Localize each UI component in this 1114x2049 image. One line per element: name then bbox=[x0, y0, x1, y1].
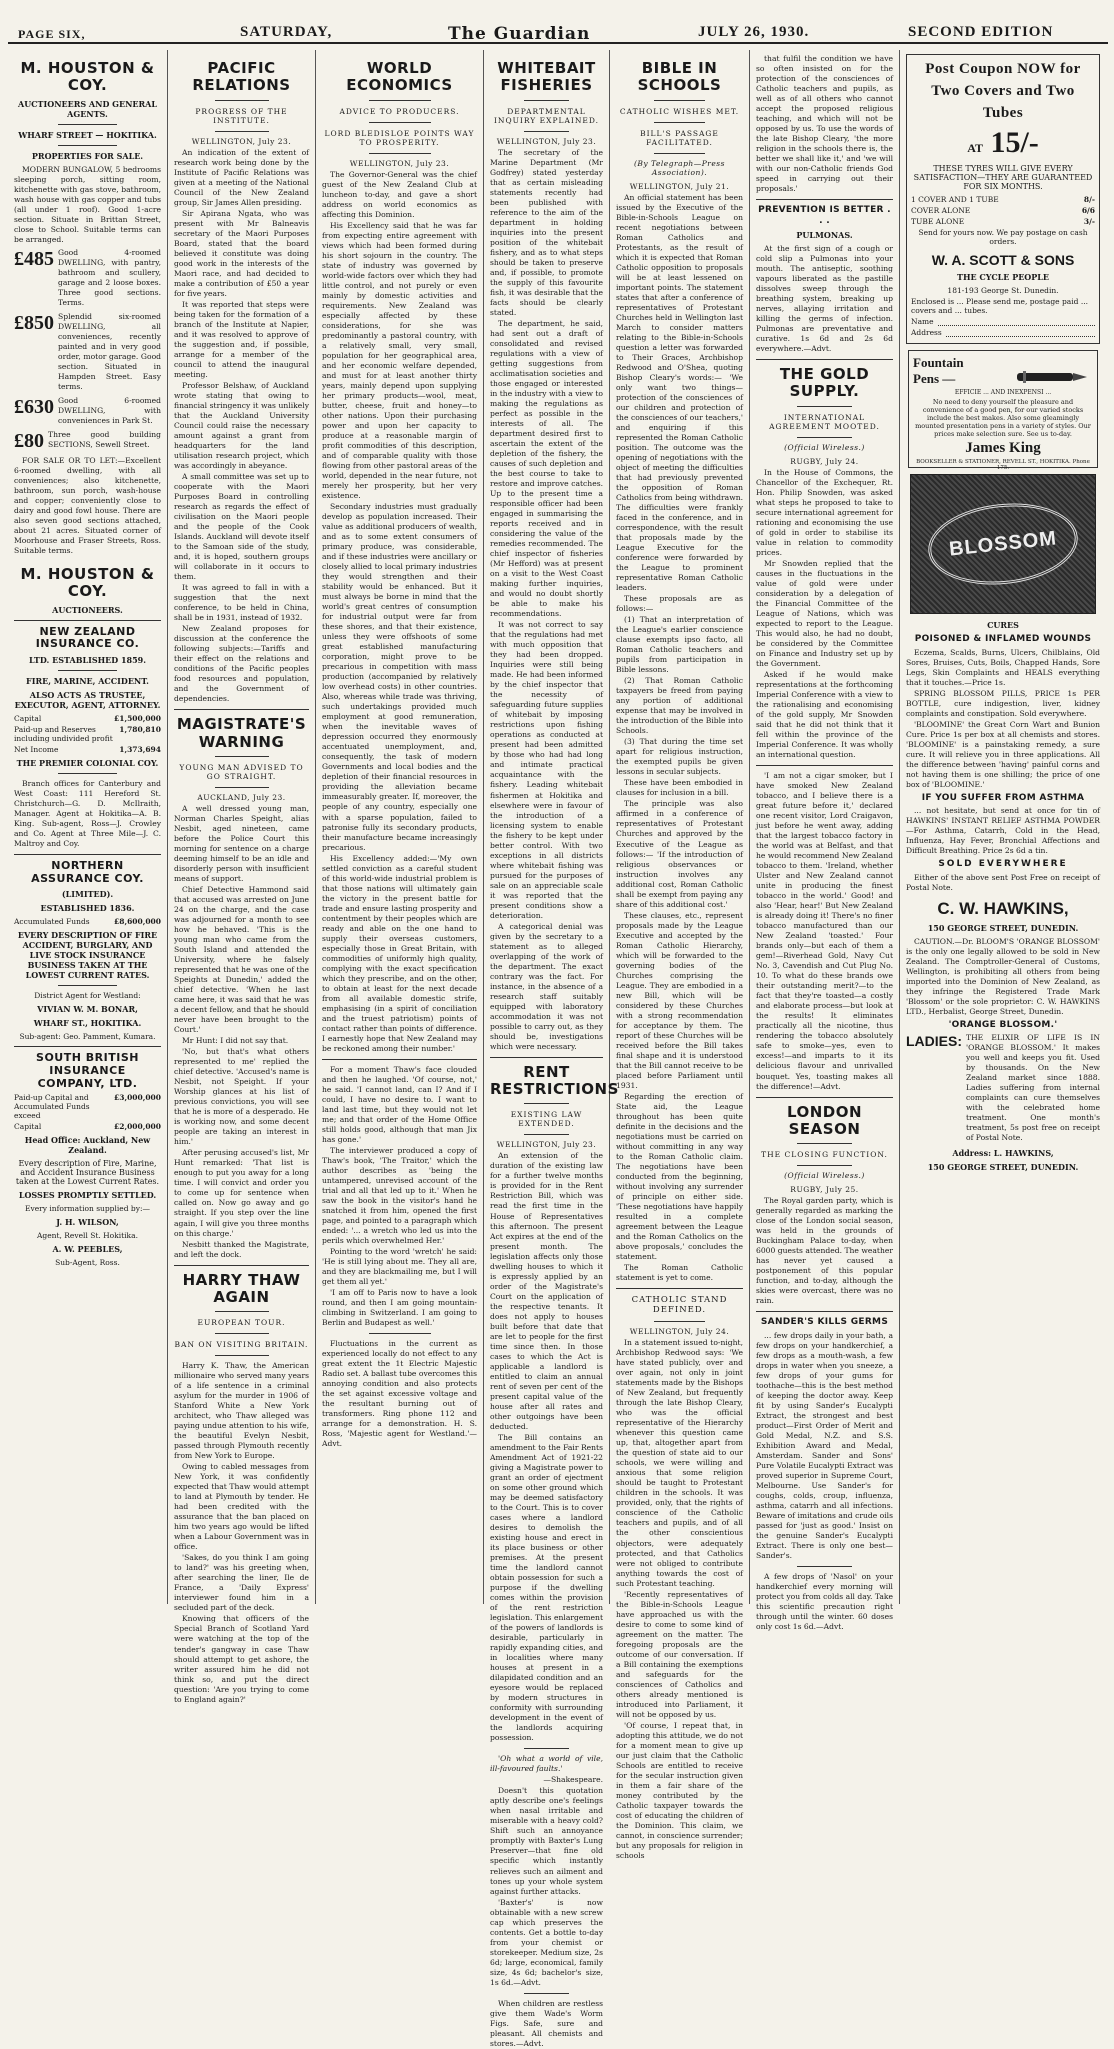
either-p: Either of the above sent Post Free on receipt of Postal Note. bbox=[906, 872, 1100, 892]
coupon-line-3-label: TUBE ALONE bbox=[911, 217, 965, 227]
nz-capital-value: £1,500,000 bbox=[114, 713, 161, 723]
divider bbox=[369, 153, 431, 154]
whitebait-p1: The secretary of the Marine Department (Mr Godfrey) stated yesterday that as certain misleading statements recently had been published with reference to the aim of the department in holding inquiries into the present position of the whitebait fishery, and as to what steps should be taken to preserve and, if possible, to promote the supply of this favourite fish, it was desirable that the facts should be clearly stated. bbox=[490, 147, 603, 317]
catholic-continued: that fulfil the condition we have so often insisted on for the protection of the consciences of Catholic teachers and pupils, as well as of all others who cannot accept the proposed religious teaching, and which will not be opposed by us. To use the words of the late Bishop Cleary, 'the more religion in the schools there is, the better we shall like it,' and 'we will with our non-Catholic friends God speed in carrying out their proposals.' bbox=[756, 54, 893, 194]
northern-funds-value: £8,600,000 bbox=[114, 917, 161, 927]
coupon-line-1-price: 8/- bbox=[1083, 195, 1095, 205]
economics-p2: His Excellency said that he was far from expecting entire agreement with views which had been formed during his short sojourn in the country. The state of industry was governed by world-wide factors over which they had little control, and not purely or even mainly by domestic activities and requirements. New Zealand was especially affected by these considerations, for she was predominantly a pastoral country, with a relatively small, very small, population for her geographical area, and her economic welfare depended, and must for at least another thirty years, mainly depend upon supplying her primary products—wool, meat, butter, cheese, fruit and honey—to other nations. Upon their purchasing power and upon her capacity to produce at a reasonable margin of profit commodities of this description, and of comparable quality with those flowing from other pastoral areas of the world, depended in the near future, not merely her prosperity, but her very existence. bbox=[322, 220, 477, 500]
pacific-headline: PACIFIC RELATIONS bbox=[192, 59, 291, 95]
whitebait-p4: A categorical denial was given by the secretary to a statement as to alleged overlapping of the work of the department. The exact contrary was the fact. For instance, in the absence of a research staff suitably equipped with laboratory accommodation it was not possible to carry out, as they should be, investigations which were necessary. bbox=[490, 921, 603, 1051]
rent-p1: An extension of the duration of the existing law for a further twelve months is provided for in the Rent Restriction Bill, which was read the first time in the House of Representatives this afternoon. The present Act expires at the end of the present month. The legislation affects only those dwelling houses to which it is expressly applied by an order of the Magistrate's Court on the application of the respective tenants. It does not apply to houses built before that date that are let to people for the first time since then. In those cases to which the Act is applicable a landlord is entitled to claim an annual rent of seven per cent of the present capital value of the house after all rates and other outgoings have been deducted. bbox=[490, 1151, 603, 1431]
gold-headline: THE GOLD SUPPLY. bbox=[779, 365, 870, 401]
bible-p6: These have been embodied in clauses for inclusion in a bill. bbox=[616, 778, 743, 798]
ladies-word: LADIES: bbox=[906, 1033, 962, 1050]
column-advertisements-left bbox=[8, 50, 168, 1604]
shakespeare-attr: —Shakespeare. bbox=[543, 1775, 603, 1785]
northern-funds-row bbox=[14, 917, 161, 926]
pen-shop-sub: BOOKSELLER & STATIONER, REVELL ST., HOKITIKA. Phone 175. bbox=[916, 459, 1090, 472]
london-wire: (Official Wireless.) bbox=[784, 1171, 865, 1181]
coupon-line-1 bbox=[911, 195, 1095, 204]
whitebait-p2: The department, he said, had sent out a draft of consolidated and revised regulations with a view of getting suggestions from acclimatisation societies and those engaged or interested in the industry with a view to making the regulations as perfect as possible in the interests of all. The department desired first to ascertain the extent of the depletion of the fishery, the causes of such depletion and the best course to take to restore and improve catches. Up to the present time a responsible officer had been engaged in summarising the reports received and in considering the value of the remedies recommended. The chief inspector of fisheries (Mr Hefford) was at present on a visit to the West Coast making further inquiries, and would no doubt shortly be able to make his recommendations. bbox=[490, 318, 603, 619]
properties-title: PROPERTIES FOR SALE. bbox=[31, 150, 144, 161]
coupon-line-3-price: 3/- bbox=[1083, 217, 1095, 227]
houston-line2: WHARF STREET — HOKITIKA. bbox=[18, 129, 157, 140]
sb-capital-label: Capital bbox=[14, 1122, 42, 1132]
divider bbox=[797, 1165, 852, 1166]
sanders-advert: ... few drops daily in your bath, a few drops on your handkerchief, a few drops as a mouth-wash, a few drops in water when you sneeze, a few drops of your gums for toothache—this is the best method of keeping the doctor away. Keep fit by using Sander's Eucalypti Extract, the strongest and best product—First Order of Merit and Gold Medal, N.Z. and S.S. Exhibition Award and Medal, Amsterdam. Sander and Sons' Pure Volatile Eucalypti Extract was proved superior in Supreme Court, Melbourne. Use Sander's for coughs, colds, croup, influenza, asthma, catarrh and all infections. Beware of imitations and crude oils passed for 'just as good.' Insist on the genuine Sander's Eucalypti Extract. There is only one best—Sander's. bbox=[756, 1330, 893, 1560]
houston-title-2: M. HOUSTON & COY. bbox=[20, 565, 155, 601]
magistrate-p4: 'No, but that's what others represented to me' replied the chief detective. 'Accused's name is Nesbit, not Speight. If your Worship glances at his list of previous convictions, you will see that he is more of a desperado. He is working now, and some decent people are taking an interest in him.' bbox=[174, 1047, 309, 1147]
divider bbox=[215, 787, 269, 788]
property-3-text: Splendid six-roomed DWELLING, all conveniences, recently painted and in very good order, motor garage. Good section. Situated in Hampden Street. Easy terms. bbox=[58, 311, 161, 391]
sb-agent2-addr: Sub-Agent, Ross. bbox=[55, 1258, 120, 1268]
rent-dateline: WELLINGTON, July 23. bbox=[496, 1140, 597, 1150]
column-pacific-magistrate bbox=[168, 50, 316, 1704]
property-4-text: Good 6-roomed DWELLING, with conveniences in Park St. bbox=[58, 395, 161, 425]
thaw-p3: 'Sakes, do you think I am going to land?' was his greeting when, after searching the liner, Ile de France, a 'Daily Express' interviewer found him in a secluded part of the deck. bbox=[174, 1553, 309, 1613]
catholic-headline: CATHOLIC STAND DEFINED. bbox=[631, 1295, 728, 1316]
gold-dateline: RUGBY, July 24. bbox=[790, 456, 859, 466]
magistrate-dateline: AUCKLAND, July 23. bbox=[197, 792, 286, 802]
divider bbox=[215, 756, 269, 757]
magistrate-p2: Chief Detective Hammond said that accused was arrested on June 24 on the charge, and the case was adjourned for a month to see how he behaved. 'This is the young man who came from the South Island and attended the University, where he falsely represented that he was one of the Speights at Dunedin,' added the chief detective. 'When he last came here, it was said that he was a decent fellow, and that he should never have been brought to the Court.' bbox=[174, 884, 309, 1035]
coupon-price-row bbox=[911, 126, 1095, 160]
magistrate-subhead: YOUNG MAN ADVISED TO GO STRAIGHT. bbox=[179, 762, 304, 781]
south-british-title: SOUTH BRITISH INSURANCE COMPANY, LTD. bbox=[36, 1051, 139, 1090]
rent-p2: The Bill contains an amendment to the Fair Rents Amendment Act of 1921-22 giving a Magistrate power to grant an order of ejectment on some other ground which may be deemed satisfactory to the Court. This is to cover cases where a landlord desires to demolish the existing house and erect in its place business or other premises. At the present time the landlord cannot obtain possession for such a purpose if the dwelling comes within the provision of the rent restriction legislation. This enlargement of the powers of landlords is desirable, particularly in rapidly expanding cities, and in localities where many houses at present in a dilapidated condition and an eyesore would be replaced by modern structures in conformity with surrounding development in the event of the landlords acquiring possession. bbox=[490, 1432, 603, 1743]
divider bbox=[215, 1311, 269, 1312]
sb-funds-row bbox=[14, 1093, 161, 1120]
economics-subhead-1: ADVICE TO PRODUCERS. bbox=[339, 106, 460, 116]
gold-p3: Asked if he would make representations at the forthcoming Imperial Conference with a view to the rationalising and economising of the gold supply, Mr Snowden said that he did not think that it fell within the province of the Imperial Conference. It was wholly an international question. bbox=[756, 669, 893, 760]
pacific-p2: Sir Apirana Ngata, who was present with Mr Balneavis secretary of the Maori Purposes Board, stated that the board believed it constitute was doing good work in the interests of the Maori race, and had decided to make a contribution of £50 a year for five years. bbox=[174, 208, 309, 298]
poisoned-p: Eczema, Scalds, Burns, Ulcers, Chilblains, Old Sores, Bruises, Cuts, Boils, Chapped Hands, Sore Legs, Skin Complaints and HEALS everything that it touches.—Price 1s. bbox=[906, 647, 1100, 687]
catholic-p3: 'Of course, I repeat that, in adopting this attitude, we do not for a moment mean to give up our just claim that the Catholic Schools are entitled to receive for the secular instruction given in them a fair share of the money contributed by the Catholic taxpayer towards the cost of educating the children of the Dominion. This claim, we cannot, in conscience surrender; but any proposals for religion in schools bbox=[616, 1720, 743, 1860]
coupon-price: 15/- bbox=[990, 126, 1039, 160]
thaw-cont-p8: 'I am off to Paris now to have a look round, and then I am going mountain-climbing in Switzerland. I am going to Berlin and Budapest as well.' bbox=[322, 1288, 477, 1328]
column-world-economics bbox=[316, 50, 484, 1604]
catholic-p1: In a statement issued to-night, Archbishop Redwood says: 'We have stated publicly, over and over again, not only in joint statements made by the Bishops of New Zealand, but frequently through the late Bishop Cleary, who was the official representative of the Hierarchy whenever this question came up, that, altogether apart from the question of state aid to our schools, we were willing and anxious that some religion should be taught to Protestant children in the schools. It was provided, only, that the rights of conscience of the Catholic teachers and pupils, and of all the other conscientious objectors, were adequately protected, and that Catholics were not obliged to contribute anything towards the cost of such Protestant teaching. bbox=[616, 1338, 743, 1588]
nz-insurance-est: LTD. ESTABLISHED 1859. bbox=[28, 654, 147, 665]
pulmonas-advert: At the first sign of a cough or cold slip a Pulmonas into your mouth. The antiseptic, soothing vapours liberated as the pastille dissolves sweep through the breathing system, breaking up nerves, allaying irritation and killing the germs of infection. Pulmonas are preventative and curative. 1s 6d and 2s 6d everywhere.—Advt. bbox=[756, 243, 893, 354]
pen-title-1: Fountain bbox=[913, 355, 964, 371]
bible-p7: The principle was also affirmed in a conference of representatives of Protestant Churches and approved by the Executive of the League as follows:— 'If the introduction of religious observances or instruction involves any additional cost, Roman Catholic shall be exempt from paying any share of this additional cost.' bbox=[616, 799, 743, 909]
northern-ltd: (LIMITED). bbox=[61, 889, 114, 900]
divider bbox=[756, 1097, 893, 1098]
pacific-p7: New Zealand proposes for discussion at the conference the following subjects:—Tariffs and their effect on the relations and conditions of the Pacific peoples food resources and population, and the Government of dependencies. bbox=[174, 624, 309, 704]
thaw-p4: Knowing that officers of the Special Branch of Scotland Yard were watching at the top of the tender's gangway in case Thaw should attempt to get ashore, the writer assured him he did not think so, and put the direct question: 'Are you trying to come to England again?' bbox=[174, 1614, 309, 1704]
bible-subhead-1: CATHOLIC WISHES MET. bbox=[619, 106, 740, 116]
ladies-advert bbox=[906, 1033, 1100, 1144]
thaw-subhead-2: BAN ON VISITING BRITAIN. bbox=[174, 1340, 309, 1350]
nz-income-label: Net Income bbox=[14, 744, 59, 754]
tobacco-advert: 'I am not a cigar smoker, but I have smoked New Zealand tobacco, and I believe there is a great future before it,' declared one recent visitor, Lord Craigavon, just before he went away, adding that the largest tobacco factory in the world was at Belfast, and that he would recommend New Zealand tobacco to them. 'Ireland, whether Ulster and New Zealand cannot unite in producing the finest tobacco in the world.' Good! and also 'Hear, hear!' But New Zealand is already doing it! There's no finer tobacco manufactured than our New Zealand 'toasted.' Four brands only—but each of them a gem!—Riverhead Gold, Navy Cut No. 3, Cavendish and Cut Plug No. 10. To what do these brands owe their outstanding merit?—to the fact that they're toasted—a costly and elaborate process—but look at the results! It eliminates practically all the nicotine, thus rendering the tobacco absolutely safe to smoke—yes, even to excess!—and imparts to it its delicious flavour and unrivalled bouquet. Yes, toasting makes all the difference!—Advt. bbox=[756, 771, 893, 1091]
bible-p5: (3) That during the time set apart for religious instruction, the exempted pupils be given lessons in secular subjects. bbox=[616, 737, 743, 777]
coupon-desc: THESE TYRES WILL GIVE EVERY SATISFACTION—THEY ARE GUARANTEED FOR SIX MONTHS. bbox=[913, 164, 1093, 192]
sb-losses: LOSSES PROMPTLY SETTLED. bbox=[18, 1190, 157, 1201]
coupon-box bbox=[906, 54, 1100, 344]
pacific-p4: Professor Belshaw, of Auckland wrote stating that owing to financial stringency it was unlikely that the Auckland University Council could raise the necessary amount against a grant from headquarters for the land utilisation research project, which was accordingly in abeyance. bbox=[174, 380, 309, 470]
page-number: PAGE SIX, bbox=[18, 27, 86, 41]
northern-agent-addr: WHARF ST., HOKITIKA. bbox=[33, 1018, 142, 1029]
whitebait-p3: It was not correct to say that the regulations had met with much opposition that they had been dropped. Inquiries were still being made. He had been informed by the chief inspector that the necessity of safeguarding future supplies of whitebait by imposing restrictions upon fishing operations as conducted at present had been admitted by those who had had long and intimate practical acquaintance with the fishery. Leading whitebait fishermen at Hokitika and elsewhere were in favour of the introduction of a licensing system to enable the fishery to be kept under better control. With two exceptions in all districts where whitebait fishing was pursued for the purposes of sale on an appreciable scale it was reported that the present conditions show a deterioration. bbox=[490, 620, 603, 920]
divider bbox=[524, 131, 569, 132]
baxter-p1: Doesn't this quotation aptly describe one's feelings when nasal irritable and miserable with a heavy cold? Shift such an annoyance promptly with Baxter's Lung Preserver—that fine old specific which instantly relieves such an ailment and tones up your whole system against further attacks. bbox=[490, 1786, 603, 1896]
northern-agent-name: VIVIAN W. M. BONAR, bbox=[37, 1004, 138, 1015]
orange-blossom-title: 'ORANGE BLOSSOM.' bbox=[948, 1019, 1058, 1030]
divider bbox=[524, 1134, 569, 1135]
gold-wire: (Official Wireless.) bbox=[784, 442, 865, 452]
divider bbox=[369, 122, 431, 123]
whitebait-dateline: WELLINGTON, July 23. bbox=[496, 136, 597, 146]
pen-caption: EFFICIE ... AND INEXPENSI ... bbox=[954, 389, 1052, 397]
thaw-headline: HARRY THAW AGAIN bbox=[182, 1270, 301, 1306]
scott-sub: THE CYCLE PEOPLE bbox=[956, 272, 1050, 283]
london-headline: LONDON SEASON bbox=[786, 1102, 863, 1138]
thaw-cont-p6: The interviewer produced a copy of Thaw's book, 'The Traitor,' which the author describes as 'being the untampered, unrevised account of the trial and all that led up to it.' When he saw the book in the visitor's hand he snatched it from him, opened the first page, and pointed to a paragraph which ended: '... a wretch who led us into the perils which overwhelmed Her.' bbox=[322, 1146, 477, 1246]
northern-agent: District Agent for Westland: bbox=[34, 991, 141, 1001]
coupon-address-field[interactable] bbox=[946, 328, 1095, 337]
nz-reserves-row bbox=[14, 725, 161, 743]
sb-head-office: Head Office: Auckland, New Zealand. bbox=[24, 1135, 151, 1156]
divider bbox=[14, 620, 161, 621]
pen-shop: James King bbox=[965, 440, 1041, 457]
bible-p9: Regarding the erection of State aid, the League throughout has been quite definite in the decisions and the negotiations must be carried on without committing in any way to the Roman Catholic claim. The negotiations have been conducted from the beginning, without involving any surrender of principle on either side. 'These negotiations have happily resulted in a complete agreement between the League and the Roman Catholics on the above proposals,' concludes the statement. bbox=[616, 1091, 743, 1262]
divider bbox=[797, 1143, 852, 1144]
pen-title-2: Pens — bbox=[913, 371, 956, 387]
coupon-address-row[interactable] bbox=[911, 328, 1095, 337]
masthead-date: JULY 26, 1930. bbox=[698, 24, 810, 40]
bible-p8: These clauses, etc., represent proposals made by the League Executive and accepted by the Roman Catholic Hierarchy, which will be forwarded to the governing bodies of the Churches comprising the League. They are embodied in a new Bill, which will be considered by these Churches with a strong recommendation for acceptance by them. The report of these Churches will be received before the Bill takes final shape and it is understood that the Bill cannot receive to be placed before Parliament until 1931. bbox=[616, 910, 743, 1090]
divider bbox=[215, 131, 269, 132]
nz-capital-row bbox=[14, 714, 161, 723]
cures-label: CURES bbox=[987, 620, 1019, 631]
economics-p3: Secondary industries must gradually develop as population increased. Their value as additional producers of wealth, and as to some extent consumers of primary produce, was considerable, and if these industries were ancillary or closely allied to local primary industries they would strengthen and their stability would be enhanced. But it must always be borne in mind that the world's great centres of consumption for industrial output were far from these shores, and that their existence, unless they were offshoots of some great established manufacturing corporation, might prove to be precarious in competition with mass production (accompanied by relatively low overhead costs) in other countries. Also, whereas while trade was thriving, such undertakings provided much employment at good remuneration, when the inevitable waves of depression occurred they enormously accentuated unemployment, and, consequently, the task of modern Governments and local bodies and the depletion of their financial resources in providing the alleviation became immeasurably greater. If, moreover, the people of any country, especially one with a sparse population, failed to patronise fully its secondary products, their manufacture became increasingly precarious. bbox=[322, 502, 477, 852]
economics-headline: WORLD ECONOMICS bbox=[346, 59, 453, 95]
divider bbox=[797, 1566, 852, 1567]
baxter-p2: 'Baxter's' is now obtainable with a new screw cap which preserves the contents. Get a bottle to-day from your chemist or storekeeper. Medium size, 2s 6d; large, economical, family size, 4s 6d; bachelor's size, 1s 6d.—Advt. bbox=[490, 1897, 603, 1987]
sold-everywhere: SOLD EVERYWHERE bbox=[938, 859, 1068, 870]
masthead-title: The Guardian bbox=[448, 24, 591, 44]
nz-reserves-label: Paid-up and Reserves including undivided profit bbox=[14, 724, 113, 743]
property-4-price: £630 bbox=[14, 395, 54, 418]
sb-funds-label: Paid-up Capital and Accumulated Funds exceed bbox=[14, 1093, 90, 1121]
magistrate-p6: Nesbitt thanked the Magistrate, and left the dock. bbox=[174, 1239, 309, 1259]
asthma-p: ... not hesitate, but send at once for tin of HAWKINS' INSTANT RELIEF ASTHMA POWDER—For Asthma, Catarrh, Cold in the Head, Influenza, Hay Fever, Bronchial Affections and Difficult Breathing. Price 2s 6d a tin. bbox=[906, 806, 1100, 856]
nz-reserves-value: 1,780,810 bbox=[119, 724, 161, 734]
thaw-subhead-1: EUROPEAN TOUR. bbox=[197, 1318, 286, 1328]
nz-insurance-line2: ALSO ACTS AS TRUSTEE, EXECUTOR, AGENT, ATTORNEY. bbox=[14, 689, 161, 710]
sanders-title: SANDER'S KILLS GERMS bbox=[760, 1317, 889, 1328]
magistrate-p1: A well dressed young man, Norman Charles Speight, alias Nesbit, aged nineteen, came before the Police Court this morning for sentence on a charge deeming himself to be an idle and disorderly person with insufficient means of support. bbox=[174, 803, 309, 883]
coupon-line-3 bbox=[911, 217, 1095, 226]
divider bbox=[524, 1748, 569, 1749]
london-p: The Royal garden party, which is generally regarded as marking the close of the London social season, was held in the grounds of Buckingham Palace to-day, when 6000 guests attended. The weather has never yet caused a postponement of this popular function, and to-day, although the skies were overcast, there was no rain. bbox=[756, 1196, 893, 1306]
property-2 bbox=[14, 248, 161, 309]
london-dateline: RUGBY, July 25. bbox=[790, 1185, 859, 1195]
divider bbox=[524, 100, 569, 101]
masthead-day: SATURDAY, bbox=[240, 24, 333, 40]
sb-capital-row bbox=[14, 1122, 161, 1131]
property-1: MODERN BUNGALOW, 5 bedrooms sleeping porch, sitting room, kitchenette with gas stove, bathroom, wash house with gas copper and tubs (all under 1 roof). Good 1-acre section. Situate in Brittan Street, close to School. Suitable terms can be arranged. bbox=[14, 164, 161, 244]
coupon-line-2-price: 6/6 bbox=[1081, 206, 1095, 216]
coupon-at: AT bbox=[967, 141, 983, 156]
nz-branch: Branch offices for Canterbury and West Coast: 111 Hereford St. Christchurch—G. D. McIlraith, Manager. Agent at Hokitika—A. B. King. Sub-agent, Ross—J. Crowley and Co. Agent at Three Mile—J. C. Maltroy and Coy. bbox=[14, 778, 161, 848]
divider bbox=[616, 1288, 743, 1289]
column-gold-london bbox=[750, 50, 900, 1631]
divider bbox=[369, 100, 431, 101]
coupon-address-label: Address bbox=[911, 328, 942, 338]
thaw-p2: Owing to cabled messages from New York, it was confidently expected that Thaw would attempt to land at Plymouth by tender. He had been credited with the assurance that the ban placed on him two years ago would be lifted when a Labour Government was in office. bbox=[174, 1462, 309, 1552]
divider bbox=[654, 100, 705, 101]
divider bbox=[58, 670, 117, 671]
gold-p2: Mr Snowden replied that the causes in the fluctuations in the value of gold were under consideration by a delegation of the Financial Committee of the League of Nations, which was expected to report to the League. This would also, he had no doubt, be considered by the Committee on Finance and Industry set up by the Government. bbox=[756, 558, 893, 668]
divider bbox=[797, 437, 852, 438]
bible-wire: (By Telegraph—Press Association). bbox=[633, 158, 725, 177]
divider bbox=[174, 1265, 309, 1266]
divider bbox=[322, 1059, 477, 1060]
bloomine-p: 'BLOOMINE' the Great Corn Wart and Bunion Cure. Price 1s per box at all chemists and stores. 'BLOOMINE' is a painstaking remedy, a sure cure. It will relieve you in three applications. All the difference between 'having' painful corns and not having them is one shilling; the price of one box of 'BLOOMINE.' bbox=[906, 719, 1100, 789]
nz-income-value: 1,373,694 bbox=[119, 744, 161, 754]
hawkins-address-label: Address: L. HAWKINS, bbox=[952, 1148, 1054, 1159]
divider bbox=[58, 773, 117, 774]
pacific-p3: It was reported that steps were being taken for the formation of a branch of the Institute at Napier, and it was resolved to approve of the suggestion and, if possible, arrange for a member of the council to attend the inaugural meeting. bbox=[174, 299, 309, 379]
coupon-name-row[interactable] bbox=[911, 317, 1095, 326]
radio-advert: Fluctuations in the current as experienced locally do not effect to any great extent the 1t Electric Majestic Radio set. A ballast tube overcomes this annoying condition and also protects the set against excessive voltage and the resultant burning out of transformers. Ring phone 112 and arrange for a demonstration. H. S. Ross, 'Majestic agent for Westland.'—Advt. bbox=[322, 1339, 477, 1449]
divider bbox=[215, 1355, 269, 1356]
pacific-p6: It was agreed to fall in with a suggestion that the next conference, to be held in China, shall be in 1931, instead of 1932. bbox=[174, 583, 309, 623]
divider bbox=[756, 359, 893, 360]
property-5 bbox=[14, 430, 161, 453]
property-6: FOR SALE OR TO LET:—Excellent 6-roomed dwelling, with all conveniences; also kitchenette, bathroom, sun porch, wash-house and copper; conveniently close to dairy and good fowl house. There are also seven good sections attached, about 21 acres. Situated corner of Moorhouse and Fraser Streets, Ross. Suitable terms. bbox=[14, 455, 161, 556]
pacific-p1: An indication of the extent of research work being done by the Institute of Pacific Relations was given at a meeting of the National Council of the New Zealand group, Sir James Allen presiding. bbox=[174, 147, 309, 207]
sb-agent1: J. H. WILSON, bbox=[56, 1217, 119, 1228]
blossom-stamp-text: BLOSSOM bbox=[924, 497, 1082, 592]
property-2-price: £485 bbox=[14, 247, 54, 270]
bible-p3: (1) That an interpretation of the League's earlier conscience clause exempts ipso facto, all Roman Catholic teachers and pupils from participation in Bible lessons. bbox=[616, 615, 743, 675]
northern-subagent: Sub-agent: Geo. Pamment, Kumara. bbox=[19, 1032, 156, 1042]
northern-desc: EVERY DESCRIPTION OF FIRE ACCIDENT, BURGLARY, AND LIVE STOCK INSURANCE BUSINESS TAKEN AT THE LOWEST CURRENT RATES. bbox=[17, 930, 158, 981]
column-bible-schools bbox=[610, 50, 750, 1860]
gold-p1: In the House of Commons, the Chancellor of the Exchequer, Rt. Hon. Philip Snowden, was asked what steps he proposed to take to secure international agreement for rationing and economising the use of gold in order to stabilise its value in relation to commodity prices. bbox=[756, 467, 893, 557]
caution-p: CAUTION.—Dr. BLOOM'S 'ORANGE BLOSSOM' is the only one legally allowed to be sold in New Zealand. The Comptroller-General of Customs, Wellington, is prohibiting all others from being imported into the Dominion of New Zealand, as they infringe the Registered Trade Mark 'Blossom' or the sole proprietor: C. W. HAWKINS LTD., Herbalist, George Street, Dunedin. bbox=[906, 936, 1100, 1016]
northern-title: NORTHERN ASSURANCE COY. bbox=[31, 858, 144, 885]
magistrate-p3: Mr Hunt: I did not say that. bbox=[182, 1036, 289, 1046]
whitebait-subhead: DEPARTMENTAL INQUIRY EXPLAINED. bbox=[493, 106, 600, 125]
divider bbox=[215, 1333, 269, 1334]
divider bbox=[756, 765, 893, 766]
gold-subhead: INTERNATIONAL AGREEMENT MOOTED. bbox=[769, 412, 880, 431]
asthma-title: IF YOU SUFFER FROM ASTHMA bbox=[921, 792, 1085, 803]
blossom-stamp-image bbox=[910, 474, 1096, 614]
divider bbox=[756, 1311, 893, 1312]
divider bbox=[14, 1046, 161, 1047]
bible-subhead-2: BILL'S PASSAGE FACILITATED. bbox=[640, 128, 719, 147]
masthead-edition: SECOND EDITION bbox=[908, 24, 1054, 40]
property-3 bbox=[14, 312, 161, 393]
economics-p4: His Excellency added:—'My own settled conviction as a careful student of this world-wide industrial problem is that those nations will ultimately gain the victory in the present battle for trade and ensure lasting prosperity and contentment by their peoples which are ready and able on the one hand to supply their overseas customers, especially those in Great Britain, with commodities of uniformly high quality, complying with the exact specification which they prescribe, and on the other, to obtain at least for the next decade from all available domestic strife, emphasising (in a spirit of conciliation and the truest patriotism) points of contact rather than points of difference. I earnestly hope that New Zealand may be reckoned among their number.' bbox=[322, 853, 477, 1053]
divider bbox=[58, 985, 117, 986]
divider bbox=[369, 1333, 431, 1334]
nasol-advert: A few drops of 'Nasol' on your handkerchief every morning will protect you from colds all day. Take this scientific precaution right through until the winter. 60 doses only cost 1s 6d.—Advt. bbox=[756, 1571, 893, 1631]
prevention-title: PREVENTION IS BETTER . . . bbox=[758, 205, 891, 226]
property-5-price: £80 bbox=[14, 429, 44, 452]
pacific-subhead: PROGRESS OF THE INSTITUTE. bbox=[195, 106, 288, 125]
northern-est: ESTABLISHED 1836. bbox=[40, 903, 135, 914]
bible-p1: An official statement has been issued by the Executive of the Bible-in-Schools League on recent negotiations between Roman Catholics and Protestants, as the result of which it is expected that Roman Catholic opposition to proposals will be at least lessened on important points. The statement states that after a conference of representatives of Protestant Churches held in Wellington last March to consider matters relating to the Bible-in-Schools question a letter was forwarded to Their Graces, Archbishop Redwood and O'Shea, quoting Bishop Cleary's words:— 'We only want two things—protection of the consciences of our children and protection of the consciences of our teachers,' and enquiring if this represented the Roman Catholic position. The outcome was the opening of negotiations with the object of meeting the difficulties that had previously prevented the opposition of Roman Catholics from being withdrawn. The difficulties were frankly faced in the conference, and in correspondence, with the result that proposals made by the League Executive for the conference were forwarded by the League to prominent representative Roman Catholic leaders. bbox=[616, 192, 743, 593]
pacific-p5: A small committee was set up to cooperate with the Maori Purposes Board in controlling research as regards the effect of civilisation on the Maori people and the people of the Cook Islands. Auckland will devote itself to the Samoan side of the study, and, it is hoped, southern groups will collaborate in it occurs to them. bbox=[174, 472, 309, 582]
sb-capital-value: £2,000,000 bbox=[114, 1122, 161, 1132]
economics-dateline: WELLINGTON, July 23. bbox=[349, 158, 450, 168]
property-4 bbox=[14, 396, 161, 427]
nz-colonial: THE PREMIER COLONIAL COY. bbox=[16, 757, 159, 768]
nz-insurance-title: NEW ZEALAND INSURANCE CO. bbox=[35, 624, 140, 651]
sb-agent1-addr: Agent, Revell St. Hokitika. bbox=[37, 1231, 138, 1241]
masthead bbox=[8, 22, 1108, 44]
houston-line1: AUCTIONEERS AND GENERAL AGENTS. bbox=[18, 98, 157, 119]
divider bbox=[174, 709, 309, 710]
thaw-cont-p5: For a moment Thaw's face clouded and then he laughed. 'Of course, not,' he said. 'I cannot land, can I? And if I could, I have no desire to. I want to land last time, but they would not let me; and that order of the Home Office still holds good, although that man Jix has gone.' bbox=[322, 1064, 477, 1144]
ladies-p: THE ELIXIR OF LIFE IS IN 'ORANGE BLOSSOM.' It makes you well and keeps you fit. Used by thousands. On the New Zealand market since 1888. Ladies suffering from internal complaints can cure themselves with the celebrated home treatment. One month's treatment, 5s post free on receipt of Postal Note. bbox=[966, 1033, 1100, 1143]
sb-agent2: A. W. PEEBLES, bbox=[52, 1244, 123, 1255]
catholic-dateline: WELLINGTON, July 24. bbox=[629, 1327, 730, 1337]
shakespeare-quote: 'Oh what a world of vile, ill-favoured faults.' bbox=[490, 1754, 603, 1774]
divider bbox=[654, 153, 705, 154]
coupon-line-2-label: COVER ALONE bbox=[911, 206, 971, 216]
poisoned-title: POISONED & INFLAMED WOUNDS bbox=[914, 634, 1092, 645]
hawkins-addr: 150 GEORGE STREET, DUNEDIN. bbox=[927, 922, 1079, 933]
scott-title: W. A. SCOTT & SONS bbox=[931, 252, 1075, 269]
nz-insurance-line1: FIRE, MARINE, ACCIDENT. bbox=[26, 675, 149, 686]
bible-dateline: WELLINGTON, July 21. bbox=[629, 181, 730, 191]
magistrate-p5: After perusing accused's list, Mr Hunt remarked: 'That list is enough to put you away for a long time. I will convict and order you to come up for sentence when called on. Now go away and go straight. If you step over the line again, I will give you three months on this charge.' bbox=[174, 1148, 309, 1238]
divider bbox=[58, 124, 117, 125]
divider bbox=[524, 1103, 569, 1104]
northern-funds-label: Accumulated Funds bbox=[14, 917, 90, 927]
economics-subhead-2: LORD BLEDISLOE POINTS WAY TO PROSPERITY. bbox=[324, 128, 475, 147]
london-subhead: THE CLOSING FUNCTION. bbox=[761, 1150, 888, 1160]
coupon-name-label: Name bbox=[911, 317, 934, 327]
catholic-p2: 'Recently representatives of the Bible-in-Schools League have approached us with the desire to come to some kind of agreement on the matter. The foregoing proposals are the outcome of our conversation. If a Bill containing the exemptions and safeguards for the consciences of Catholics and others already mentioned is introduced into Parliament, it will not be opposed by us. bbox=[616, 1589, 743, 1719]
coupon-send: Send for yours now. We pay postage on cash orders. bbox=[918, 228, 1088, 247]
rent-subhead: EXISTING LAW EXTENDED. bbox=[510, 1110, 583, 1129]
coupon-line-1-label: 1 COVER AND 1 TUBE bbox=[911, 195, 999, 205]
hawkins-title: C. W. HAWKINS, bbox=[937, 898, 1069, 918]
coupon-line-2 bbox=[911, 206, 1095, 215]
thaw-p1: Harry K. Thaw, the American millionaire who served many years of a life sentence in a criminal asylum for the murder in 1906 of Stanford White a New York architect, who Thaw alleged was paying undue attention to his wife, the beautiful Evelyn Nesbit, passed through Plymouth recently from New York to Europe. bbox=[174, 1361, 309, 1461]
property-5-text: Three good building SECTIONS, Sewell Street. bbox=[48, 429, 161, 449]
sb-info: Every information supplied by:— bbox=[25, 1204, 150, 1214]
fountain-pen-advert bbox=[908, 350, 1098, 472]
houston-title: M. HOUSTON & COY. bbox=[20, 59, 155, 95]
sb-desc: Every description of Fire, Marine, and Accident Insurance Business taken at the Lowest Current Rates. bbox=[15, 1159, 160, 1187]
coupon-name-field[interactable] bbox=[938, 317, 1095, 326]
property-2-text: Good 4-roomed DWELLING, with pantry, bathroom and scullery, garage and 2 loose boxes. Three good sections. Terms. bbox=[58, 247, 161, 307]
nz-capital-label: Capital bbox=[14, 713, 42, 723]
whitebait-headline: WHITEBAIT FISHERIES bbox=[497, 59, 596, 95]
divider bbox=[215, 100, 269, 101]
bible-headline: BIBLE IN SCHOOLS bbox=[637, 59, 722, 95]
bible-p10: The Roman Catholic statement is yet to come. bbox=[616, 1263, 743, 1283]
property-3-price: £850 bbox=[14, 311, 54, 334]
divider bbox=[756, 199, 893, 200]
divider bbox=[654, 122, 705, 123]
bible-p2: These proposals are as follows:— bbox=[616, 594, 743, 614]
nz-income-row bbox=[14, 745, 161, 754]
bible-p4: (2) That Roman Catholic taxpayers be freed from paying any portion of additional expense that may be involved in the introduction of the Bible into Schools. bbox=[616, 676, 743, 736]
divider bbox=[58, 145, 117, 146]
column-whitebait-rent bbox=[484, 50, 619, 2048]
wade-advert: When children are restless give them Wade's Worm Figs. Safe, sure and pleasant. All chemists and stores.—Advt. bbox=[490, 1998, 603, 2048]
spring-blossom-p: SPRING BLOSSOM PILLS, PRICE 1s PER BOTTLE, cure indigestion, liver, kidney complaints and constipation. Sold everywhere. bbox=[906, 688, 1100, 718]
pacific-dateline: WELLINGTON, July 23. bbox=[191, 136, 292, 146]
rent-headline: RENT RESTRICTIONS bbox=[490, 1062, 619, 1099]
pen-desc: No need to deny yourself the pleasure and convenience of a good pen, for our varied stocks include the best makes. Also some gleamingly mounted presentation pens in a variety of styles. Our prices make selection sure. See us to-day. bbox=[915, 398, 1091, 439]
column-advertisements-right bbox=[900, 50, 1106, 1604]
economics-p1: The Governor-General was the chief guest of the New Zealand Club at luncheon to-day, and gave a short address on world economics as affecting this Dominion. bbox=[322, 169, 477, 219]
prevention-subtitle: PULMONAS. bbox=[796, 229, 853, 240]
fountain-pen-icon bbox=[1013, 359, 1089, 395]
magistrate-headline: MAGISTRATE'S WARNING bbox=[176, 715, 307, 751]
sb-funds-value: £3,000,000 bbox=[114, 1093, 161, 1103]
divider bbox=[654, 1321, 705, 1322]
scott-addr: 181-193 George St. Dunedin. bbox=[947, 286, 1059, 296]
divider bbox=[524, 1993, 569, 1994]
hawkins-address-value: 150 GEORGE STREET, DUNEDIN. bbox=[927, 1162, 1079, 1173]
divider bbox=[797, 406, 852, 407]
houston-auctioneers: AUCTIONEERS. bbox=[52, 604, 123, 615]
divider bbox=[490, 1057, 603, 1058]
coupon-title: Post Coupon NOW for Two Covers and Two Tubes bbox=[925, 61, 1081, 121]
coupon-enclosed: Enclosed is ... Please send me, postage paid ... covers and ... tubes. bbox=[911, 297, 1088, 316]
thaw-cont-p7: Pointing to the word 'wretch' he said: 'He is still lying about me. They all are, and they are blackmailing me, but I will get them all yet.' bbox=[322, 1247, 477, 1287]
divider bbox=[14, 854, 161, 855]
